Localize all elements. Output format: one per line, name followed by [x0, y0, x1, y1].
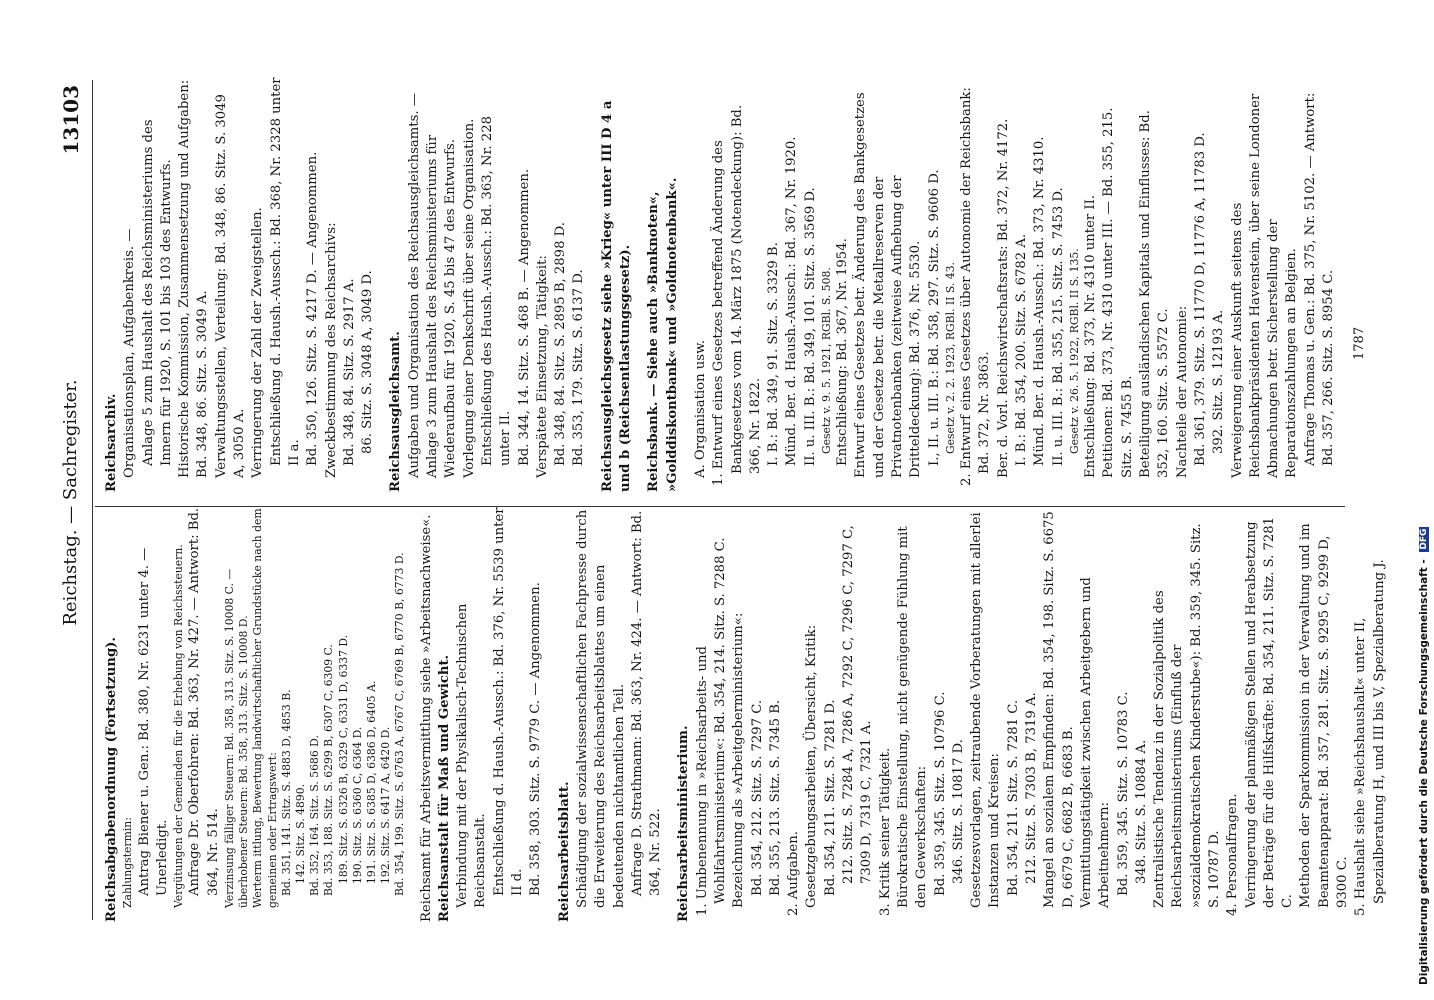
register-entry: Verzinsung fälliger Steuern: Bd. 358, 313. Sitz. S. 10008 C. — überhobener Steuern: Bd. 358, 313. Sitz. S. 10008 D. — [222, 568, 251, 908]
register-entry: II. u. III. B.: Bd. 355, 215. Sitz. S. 7453 D. — [1050, 187, 1066, 466]
register-entry: Bd. 353, 188. Sitz. S. 6299 B, 6307 C, 6309 C. — [322, 644, 336, 896]
register-entry: A. Organisation usw. — [692, 340, 708, 478]
right-column — [103, 77, 1338, 492]
register-entry: Antrag Biener u. Gen.: Bd. 380, Nr. 6231 unter 4. — Unerledigt. — [136, 547, 170, 896]
register-entry: Entwurf eines Gesetzes betr. Änderung des Bankgesetzes und der Gesetze betr. die Metallreserven der Privatnotenbanken (zeitweise Aufhebung der Dritteldeckung): Bd. 376, Nr. 5530. — [853, 92, 924, 478]
register-entry: I. B.: Bd. 354, 200. Sitz. S. 6782 A. — [1014, 233, 1030, 466]
register-entry: Methoden der Sparkommission in der Verwaltung und im Beamtenapparat: Bd. 357, 281. Sitz. S. 9295 C, 9299 D, 9300 C. — [1298, 523, 1351, 908]
register-entry: Anlage 5 zum Haushalt des Reichsministeriums des Innern für 1920, S. 101 bis 103 des Entwurfs. — [140, 119, 174, 466]
register-entry: Bd. 352, 164. Sitz. S. 5686 D. — [308, 735, 322, 896]
register-entry: Gesetz v. 2. 2. 1923, RGBl. II S. 43. — [943, 262, 957, 454]
register-entry: Bd. 344, 14. Sitz. S. 468 B. — Angenommen. — [516, 168, 532, 466]
register-entry: Beteiligung ausländischen Kapitals und Einflusses: Bd. 352, 160. Sitz. S. 5572 C. — [1138, 110, 1172, 478]
register-entry: Bd. 354, 211. Sitz. S. 7281 C. — [1005, 699, 1021, 896]
register-entry: 1. Entwurf eines Gesetzes betreffend Änderung des Bankgesetzes vom 14. März 1875 (Notendeckung): Bd. 366, Nr. 1822. — [711, 104, 763, 486]
register-entry: Entschließung d. Haush.-Aussch.: Bd. 376, Nr. 5539 unter II d. — [491, 507, 526, 896]
register-entry: 1. Umbenennung in »Reichsarbeits- und Wohlfahrtsministerium«: Bd. 354, 214. Sitz. S. 7288 C. — [694, 537, 728, 916]
register-entry: Entschließung: Bd. 367, Nr. 1954. — [835, 238, 851, 466]
register-entry: Bd. 354, 199. Sitz. S. 6763 A, 6767 C, 6769 B, 6770 B, 6773 D. — [393, 552, 407, 896]
register-entry: Zahlungstermin: — [121, 817, 135, 908]
register-entry: Bd. 358, 303. Sitz. S. 9779 C. — Angenommen. — [528, 582, 544, 896]
register-heading: Reichsarbeitsministerium. — [676, 725, 692, 922]
register-heading: Reichsanstalt für Maß und Gewicht. — [436, 654, 452, 922]
register-entry: Zweckbestimmung des Reichsarchivs: — [323, 222, 339, 478]
register-entry: Bd. 353, 179. Sitz. S. 6137 D. — [571, 269, 587, 466]
register-entry: 4. Personalfragen. — [1225, 793, 1241, 916]
register-entry: Gesetzesvorlagen, zeitraubende Vorberatungen mit allerlei Instanzen und Kreisen: — [969, 512, 1003, 908]
left-column — [103, 507, 1389, 922]
register-entry: Organisationsplan, Aufgabenkreis. — — [122, 228, 138, 478]
register-heading: Reichsausgleichsgesetz siehe »Krieg« unter III D 4 a und b (Reichsentlastungsgesetz). — [599, 100, 634, 492]
register-entry: Bd. 361, 379. Sitz. S. 11770 D, 11776 A, 11783 D. — [1192, 132, 1208, 466]
register-entry: 142. Sitz. S. 4890. — [293, 784, 307, 884]
register-entry: Zentralistische Tendenz in der Sozialpolitik des Reichsarbeitsministeriums (Einfluß der »sozialdemokratischen Kinderstube«): Bd. 359, 345. Sitz. S. 10787 D. — [1152, 523, 1222, 908]
register-entry: 2. Aufgaben. — [786, 831, 802, 916]
register-entry: 3. Kritik seiner Tätigkeit. — [877, 747, 893, 916]
register-entry: Vorlegung einer Denkschrift über seine Organisation. — [461, 118, 477, 478]
register-entry: Verringerung der Zahl der Zweigstellen. — [250, 207, 266, 478]
register-entry: Vermittlungstätigkeit zwischen Arbeitgebern und Arbeitnehmern: — [1078, 577, 1113, 908]
register-entry: Bd. 350, 126. Sitz. S. 4217 D. — Angenommen. — [305, 151, 321, 466]
register-entry: Petitionen: Bd. 373, Nr. 4310 unter III. — Bd. 355, 215. Sitz. S. 7455 B. — [1101, 107, 1135, 478]
register-entry: Ber. d. Vorl. Reichswirtschaftsrats: Bd. 372, Nr. 4172. — [995, 118, 1011, 478]
register-entry: 191. Sitz. S. 6385 D, 6386 D, 6405 A. — [364, 680, 378, 884]
spacer — [589, 77, 599, 492]
register-entry: Reichsamt für Arbeitsvermittlung siehe »Arbeitsnachweise«. — [418, 514, 434, 922]
register-entry: Schädigung der sozialwissenschaftlichen Fachpresse durch die Erweiterung des Reichsarbeitsblattes um einen bedeutenden nichtamtlichen Teil. — [574, 509, 627, 908]
spacer — [635, 77, 645, 492]
running-header — [60, 85, 82, 920]
register-heading: Reichsabgabenordnung (Fortsetzung). — [104, 636, 119, 922]
register-entry: Nachteile der Autonomie: — [1174, 305, 1190, 478]
spacer — [546, 507, 556, 922]
register-entry: Anfrage Dr. Oberfohren: Bd. 363, Nr. 427. — Antwort: Bd. 364, Nr. 514. — [187, 507, 221, 896]
register-entry: 392. Sitz. S. 12193 A. — [1211, 309, 1227, 454]
register-entry: Gesetz v. 26. 5. 1922, RGBl. II S. 135. — [1067, 248, 1081, 454]
register-entry: Bd. 348, 84. Sitz. S. 2917 A. — [341, 278, 357, 466]
register-heading: Reichsausgleichsamt. — [388, 331, 404, 492]
register-entry: 5. Haushalt siehe »Reichshaushalt« unter II, Spezialberatung H, und III bis V, Spezialberatung J. — [1353, 559, 1387, 916]
register-entry: Verweigerung einer Auskunft seitens des Reichsbankpräsidenten Havenstein, über seine Londoner Abmachungen betr. Sicherstellung der Reparationszahlungen an Belgien. — [1229, 93, 1300, 478]
register-entry: Bd. 354, 212. Sitz. S. 7297 C. — [749, 699, 765, 896]
register-entry: Bd. 351, 141. Sitz. S. 4883 D, 4853 B. — [279, 689, 293, 896]
register-entry: Mangel an sozialem Empfinden: Bd. 354, 198. Sitz. S. 6675 D, 6679 C, 6682 B, 6683 B. — [1042, 511, 1076, 908]
register-entry: Verbindung mit der Physikalisch-Technischen Reichsanstalt. — [455, 603, 489, 908]
register-entry: Werterm ittlung, Bewertung landwirtschaftlicher Grundstücke nach dem gemeinen oder Ertragswert: — [251, 508, 279, 908]
register-entry: Historische Kommission, Zusammensetzung und Aufgaben: Bd. 348, 86. Sitz. S. 3049 A. — [177, 79, 211, 478]
register-entry: Anfrage Thomas u. Gen.: Bd. 375, Nr. 5102. — Antwort: Bd. 357, 266. Sitz. S. 8954 C. — [1302, 92, 1337, 466]
register-entry: Bd. 355, 213. Sitz. S. 7345 B. — [767, 699, 783, 896]
register-heading: Reichsbank. — Siehe auch »Banknoten«, »Golddiskontbank« und »Goldnotenbank«. — [646, 177, 680, 492]
register-entry: 86. Sitz. S. 3048 A, 3049 D. — [360, 270, 376, 454]
register-entry: Bd. 359, 345. Sitz. S. 10783 C. — [1115, 691, 1131, 896]
register-entry: Gesetz v. 9. 5. 1921, RGBl. S. 508. — [819, 267, 833, 454]
page-mark: 1787 — [1352, 326, 1367, 360]
register-entry: Bürokratische Einstellung, nicht genügende Fühlung mit den Gewerkschaften: — [895, 526, 930, 908]
register-heading: Reichsarchiv. — [104, 393, 119, 492]
register-entry: Bd. 354, 211. Sitz. S. 7281 D. — [822, 699, 838, 896]
register-entry: Münd. Ber. d. Haush.-Aussch.: Bd. 373, Nr. 4310. — [1032, 136, 1048, 466]
register-entry: 212. Sitz. S. 7303 B, 7319 A. — [1024, 692, 1040, 884]
credit-text: Digitalisierung gefördert durch die Deutsche Forschungsgemeinschaft - — [1418, 559, 1430, 985]
register-entry: Verwaltungsstellen, Verteilung: Bd. 348, 86. Sitz. S. 3049 A, 3050 A. — [213, 94, 248, 478]
spacer — [377, 77, 387, 492]
register-entry: Entschließung des Haush.-Aussch.: Bd. 363, Nr. 228 unter II. — [479, 116, 514, 466]
register-entry: Bd. 359, 345. Sitz. S. 10796 C. — [932, 691, 948, 896]
spacer — [682, 77, 692, 492]
register-entry: Gesetzgebungsarbeiten, Übersicht, Kritik: — [804, 624, 820, 908]
spacer — [665, 507, 675, 922]
register-entry: Entschließung: Bd. 373, Nr. 4310 unter II. — [1083, 195, 1099, 478]
register-entry: Verringerung der planmäßigen Stellen und Herabsetzung der Beträge für die Hilfskräfte: Bd. 354, 211. Sitz. S. 7281 C. — [1243, 516, 1296, 908]
register-entry: Entschließung d. Haush.-Aussch.: Bd. 368, Nr. 2328 unter II a. — [268, 77, 302, 466]
page-number: 13103 — [59, 85, 83, 155]
register-entry: I., II. u. III. B.: Bd. 358, 297. Sitz. S. 9606 D. — [926, 169, 942, 466]
register-entry: 212. Sitz. S. 7284 A, 7286 A, 7292 C, 7296 C, 7297 C, 7309 D, 7319 C, 7321 A. — [841, 525, 875, 884]
register-entry: Aufgaben und Organisation des Reichsausgleichsamts. — Anlage 3 zum Haushalt des Reichsministeriums für Wiederaufbau für 1920, S. 45 bis 47 des Entwurfs. — [406, 93, 459, 478]
register-heading: Reichsarbeitsblatt. — [556, 781, 572, 922]
header-rule — [92, 80, 93, 920]
register-entry: 348. Sitz. S. 10884 A. — [1133, 739, 1149, 884]
register-entry: 346. Sitz. S. 10817 D. — [950, 739, 966, 884]
register-entry: Anfrage D. Strathmann: Bd. 363, Nr. 424. — Antwort: Bd. 364, Nr. 522. — [629, 510, 664, 896]
register-entry: Bd. 348, 84. Sitz. S. 2895 B, 2898 D. — [553, 222, 569, 466]
register-entry: Münd. Ber. d. Haush.-Aussch.: Bd. 367, Nr. 1920. — [784, 136, 800, 466]
register-entry: Vergütungen der Gemeinden für die Erhebung von Reichssteuern. — [172, 544, 186, 908]
register-entry: 189. Sitz. S. 6326 B, 6329 C, 6331 D, 6337 D. — [336, 634, 350, 884]
register-entry: 2. Entwurf eines Gesetzes über Autonomie der Reichsbank: Bd. 372, Nr. 3863. — [959, 87, 993, 486]
digitization-credit — [1418, 5, 1430, 985]
register-entry: 192. Sitz. S. 6417 A, 6420 D. — [379, 726, 393, 884]
register-entry: Verspätete Einsetzung, Tätigkeit: — [534, 255, 550, 478]
page-title: Reichstag. — Sachregister. — [60, 379, 81, 626]
register-entry: 190. Sitz. S. 6360 C, 6364 D. — [350, 726, 364, 884]
register-entry: I. B.: Bd. 349, 91. Sitz. S. 3329 B. — [766, 242, 782, 466]
spacer — [408, 507, 418, 922]
register-entry: Bezeichnung als »Arbeitgeberministerium«: — [731, 612, 747, 908]
register-entry: II. u. III. B.: Bd. 349, 101. Sitz. S. 3569 D. — [802, 187, 818, 466]
dfg-logo: DFG — [1419, 528, 1429, 550]
